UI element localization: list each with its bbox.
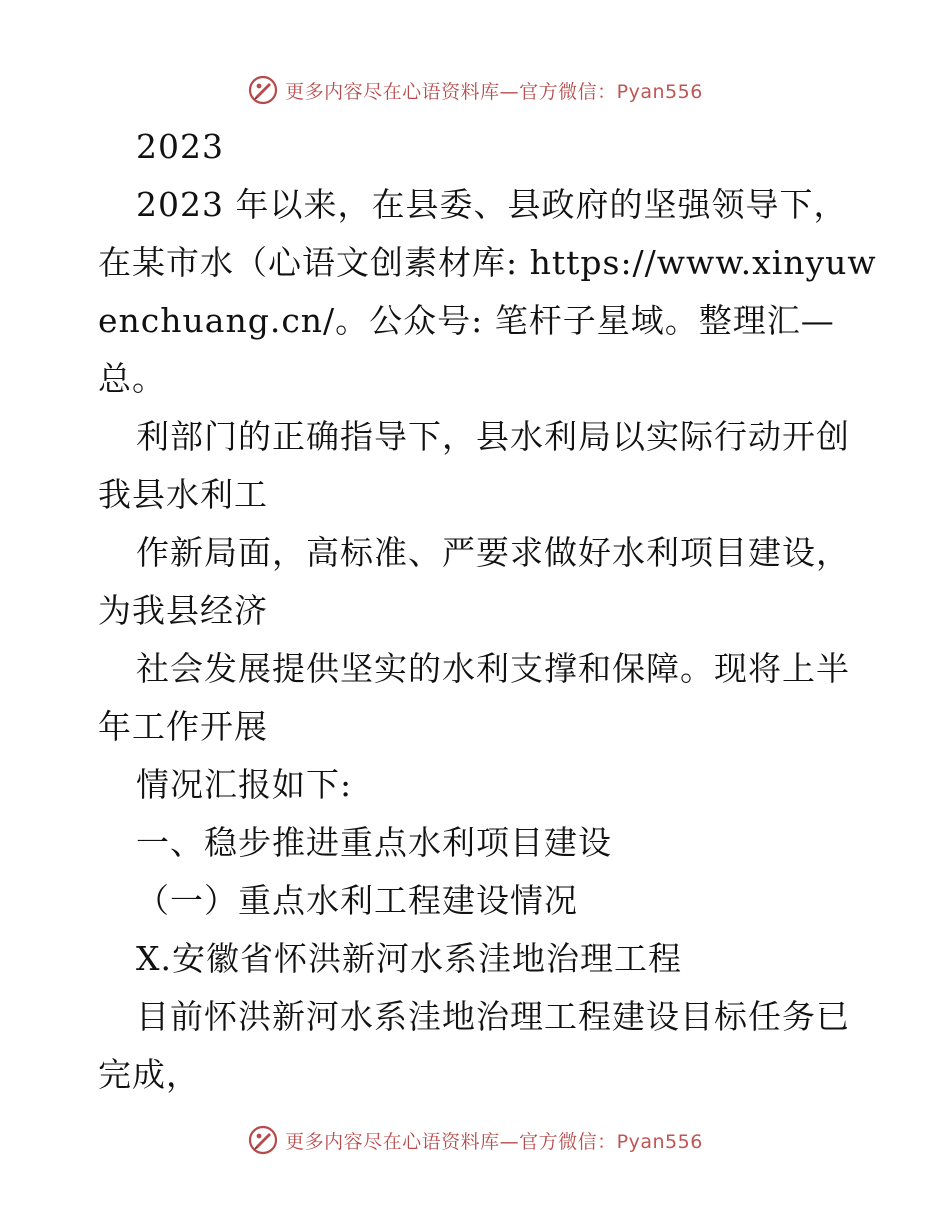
banner-text: 更多内容尽在心语资料库—官方微信：Pyan556 bbox=[285, 1130, 703, 1153]
body-text-line: 完成， bbox=[98, 1055, 200, 1094]
banner-handle: Pyan556 bbox=[616, 1130, 703, 1153]
body-text-line: 我县水利工 bbox=[98, 475, 268, 514]
body-text-line: X.安徽省怀洪新河水系洼地治理工程 bbox=[136, 939, 682, 978]
body-text-line: 年工作开展 bbox=[98, 707, 268, 746]
banner-text: 更多内容尽在心语资料库—官方微信：Pyan556 bbox=[285, 80, 703, 103]
body-text-line: 2023 年以来，在县委、县政府的坚强领导下， bbox=[136, 185, 848, 224]
body-text-line: 作新局面，高标准、严要求做好水利项目建设， bbox=[136, 533, 850, 572]
body-text-line: enchuang.cn/。公众号: 笔杆子星域。整理汇— bbox=[98, 301, 835, 340]
footer-watermark-banner bbox=[0, 1120, 950, 1160]
body-text-line: 目前怀洪新河水系洼地治理工程建设目标任务已 bbox=[136, 997, 850, 1036]
body-text-line: 2023 bbox=[136, 127, 224, 166]
document-body bbox=[98, 118, 877, 1104]
body-text-line: 总。 bbox=[98, 359, 166, 398]
body-text-line: 一、稳步推进重点水利项目建设 bbox=[136, 823, 612, 862]
body-text-line: 为我县经济 bbox=[98, 591, 268, 630]
banner-handle: Pyan556 bbox=[616, 80, 703, 103]
body-text-line: 在某市水（心语文创素材库: https://www.xinyuw bbox=[98, 243, 877, 282]
body-text-line: 利部门的正确指导下，县水利局以实际行动开创 bbox=[136, 417, 850, 456]
quill-logo-icon bbox=[247, 74, 279, 106]
body-text-line: 情况汇报如下: bbox=[136, 765, 353, 804]
quill-logo-icon bbox=[247, 1124, 279, 1156]
header-watermark-banner bbox=[0, 70, 950, 110]
body-text-line: 社会发展提供坚实的水利支撑和保障。现将上半 bbox=[136, 649, 850, 688]
body-text-line: （一）重点水利工程建设情况 bbox=[136, 881, 578, 920]
